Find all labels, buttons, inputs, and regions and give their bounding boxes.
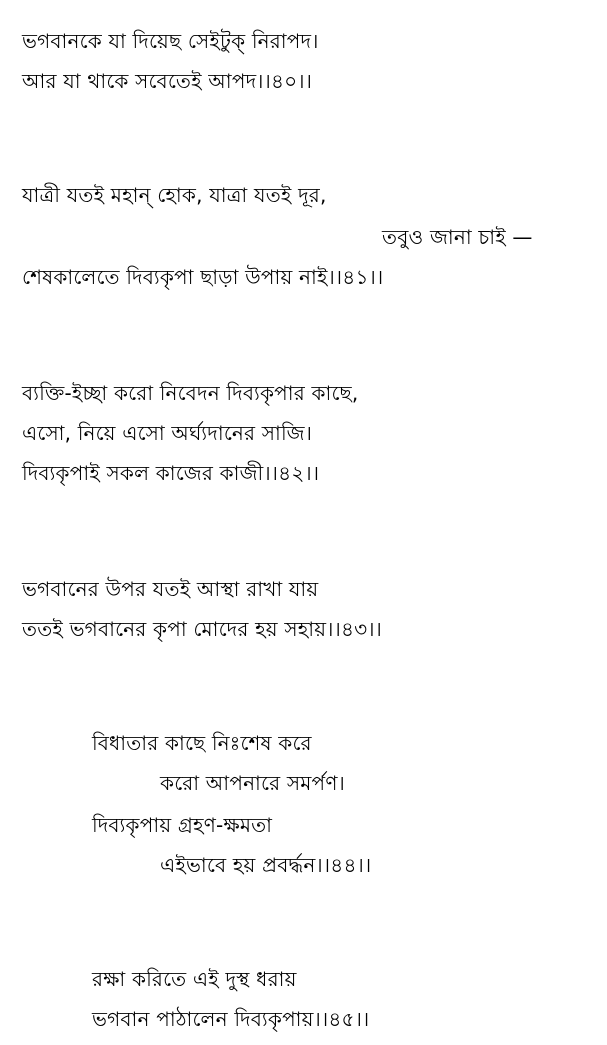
verse-42-line-3: দিব্যকৃপাই সকল কাজের কাজী।।৪২।। (22, 461, 320, 485)
verse-41-line-3: শেষকালেতে দিব্যকৃপা ছাড়া উপায় নাই।।৪১।। (22, 265, 384, 289)
verse-44-line-4: এইভাবে হয় প্রবর্দ্ধন।।৪৪।। (160, 853, 372, 877)
verse-43-line-2: ততই ভগবানের কৃপা মোদের হয় সহায়।।৪৩।। (22, 617, 383, 641)
verse-40-line-2: আর যা থাকে সবেতেই আপদ।।৪০।। (22, 69, 313, 93)
verse-42-line-1: ব্যক্তি-ইচ্ছা করো নিবেদন দিব্যকৃপার কাছে, (22, 381, 359, 405)
verse-42-line-2: এসো, নিয়ে এসো অর্ঘ্যদানের সাজি। (22, 421, 313, 445)
verse-40-line-1: ভগবানকে যা দিয়েছ সেইটুক্ নিরাপদ। (22, 29, 319, 53)
verse-45-line-1: রক্ষা করিতে এই দুস্থ ধরায় (92, 967, 297, 991)
verse-44-line-2: করো আপনারে সমর্পণ। (160, 771, 345, 795)
verse-44-line-3: দিব্যকৃপায় গ্রহণ-ক্ষমতা (92, 813, 273, 837)
verse-41-line-1: যাত্রী যতই মহান্ হোক, যাত্রা যতই দূর, (22, 183, 327, 207)
verse-44-line-1: বিধাতার কাছে নিঃশেষ করে (92, 731, 312, 755)
verse-43-line-1: ভগবানের উপর যতই আস্থা রাখা যায় (22, 577, 319, 601)
verse-45-line-2: ভগবান পাঠালেন দিব্যকৃপায়।।৪৫।। (92, 1007, 370, 1031)
verse-41-line-2: তবুও জানা চাই — (382, 225, 533, 249)
